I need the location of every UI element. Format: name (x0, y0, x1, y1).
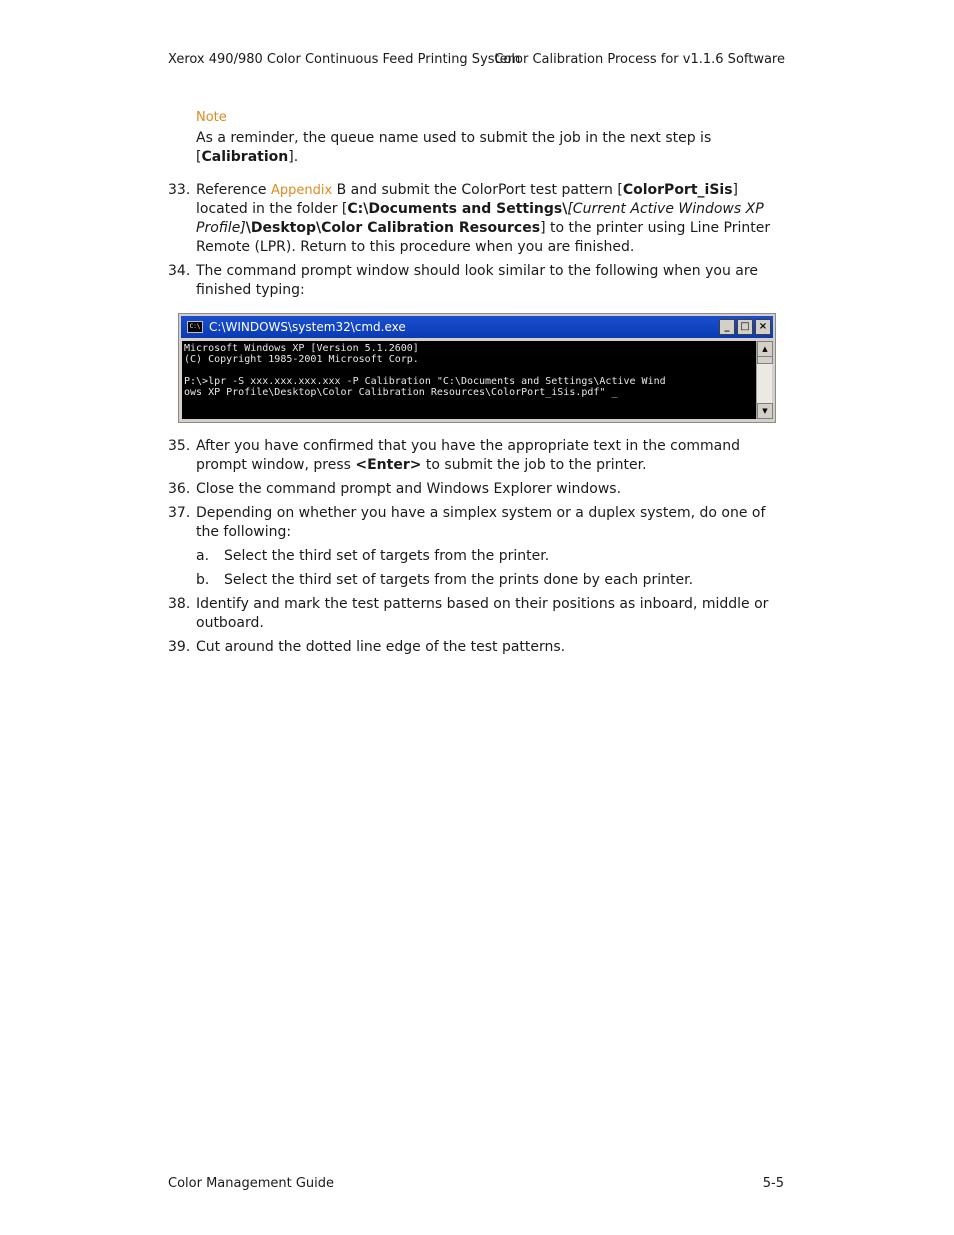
note-text (196, 129, 786, 167)
footer-guide-title: Color Management Guide (168, 1176, 335, 1191)
option-text: Select the third set of targets from the printer. (224, 548, 550, 564)
step-number: 38. (168, 596, 191, 612)
scroll-up-icon[interactable]: ▲ (757, 341, 773, 357)
step-text: Close the command prompt and Windows Explorer windows. (196, 481, 622, 497)
scroll-down-icon[interactable]: ▼ (757, 403, 773, 419)
step-35 (168, 437, 786, 475)
step-38 (168, 595, 786, 633)
page-number: 5-5 (762, 1176, 784, 1191)
close-icon[interactable]: × (755, 319, 771, 335)
pattern-name: ColorPort_iSis (622, 182, 733, 198)
step-number: 39. (168, 639, 191, 655)
step-text (196, 181, 786, 257)
folder-path-end: \Desktop\Color Calibration Resources (245, 220, 541, 236)
minimize-icon[interactable]: _ (719, 319, 735, 335)
step-33 (168, 181, 786, 257)
text-part: B and submit the ColorPort test pattern [ (332, 182, 623, 198)
step-number: 35. (168, 438, 191, 454)
folder-profile-placeholder: [Current Active Windows XP Profile] (196, 201, 764, 236)
step-number: 33. (168, 182, 191, 198)
document-body (168, 108, 786, 662)
note-text-part: ]. (288, 149, 299, 165)
header-document-title: Xerox 490/980 Color Continuous Feed Printing System (168, 52, 521, 67)
appendix-link[interactable]: Appendix (270, 183, 333, 198)
text-part: to submit the job to the printer. (421, 457, 647, 473)
cmd-window-screenshot (178, 313, 776, 423)
step-text: Identify and mark the test patterns based on their positions as inboard, middle or outboard. (196, 596, 769, 631)
maximize-icon[interactable]: □ (737, 319, 753, 335)
step-37-option-b (196, 571, 786, 590)
note-block (196, 108, 786, 167)
enter-key-label: <Enter> (355, 457, 422, 473)
step-text: Cut around the dotted line edge of the test patterns. (196, 639, 566, 655)
step-number: 34. (168, 263, 191, 279)
scroll-thumb[interactable] (757, 356, 773, 364)
cmd-app-icon: C:\ (187, 321, 203, 333)
text-part: Reference (196, 182, 271, 198)
step-37 (168, 504, 786, 542)
step-39 (168, 638, 786, 657)
text-part: After you have confirmed that you have the appropriate text in the command prompt window, press (196, 438, 741, 473)
text-part: ] to the printer using Line Printer Remote (LPR). Return to this procedure when you are finished. (196, 220, 771, 255)
note-queue-name: Calibration (201, 149, 289, 165)
step-number: 37. (168, 505, 191, 521)
window-controls (719, 319, 771, 335)
cmd-console-text: Microsoft Windows XP [Version 5.1.2600] (C) Copyright 1985-2001 Microsoft Corp. P:\>lpr -S xxx.xxx.xxx.xxx -P Calibration "C:\Documents and Settings\Active Wind ows XP Profile\Desktop\Color Calibration Resources\ColorPort_iSis.pdf" _ (182, 341, 756, 419)
step-text: Depending on whether you have a simplex system or a duplex system, do one of the following: (196, 505, 766, 540)
step-34 (168, 262, 786, 300)
step-number: 36. (168, 481, 191, 497)
cmd-titlebar (181, 316, 773, 338)
step-text (196, 437, 786, 475)
cmd-scrollbar[interactable] (756, 341, 772, 419)
option-letter: a. (196, 548, 210, 564)
cmd-title: C:\WINDOWS\system32\cmd.exe (209, 320, 406, 334)
step-36 (168, 480, 786, 499)
text-part: ] located in the folder [ (196, 182, 739, 217)
step-37-option-a (196, 547, 786, 566)
note-title: Note (196, 110, 227, 125)
note-text-part: As a reminder, the queue name used to submit the job in the next step is [ (196, 130, 712, 165)
step-text: The command prompt window should look similar to the following when you are finished typing: (196, 263, 758, 298)
folder-path-start: C:\Documents and Settings\ (347, 201, 568, 217)
header-section-title: Color Calibration Process for v1.1.6 Software (494, 52, 785, 67)
option-text: Select the third set of targets from the prints done by each printer. (224, 572, 694, 588)
option-letter: b. (196, 572, 210, 588)
